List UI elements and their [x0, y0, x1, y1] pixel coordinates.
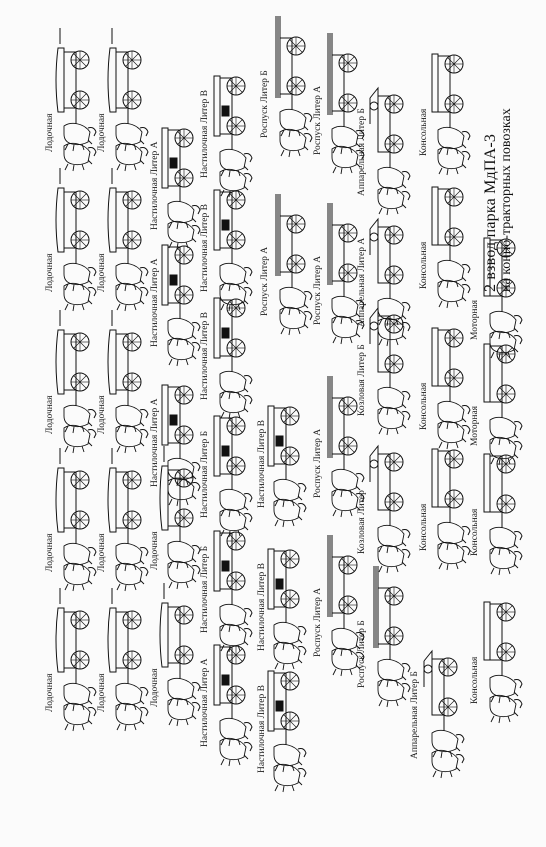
wagon-label: Лодочная: [150, 668, 160, 707]
wagon-label: Настилочная Литер В: [200, 90, 210, 178]
horse-drawn-wagon-icon: [54, 40, 100, 170]
wagon-label: Лодочная: [45, 253, 55, 292]
wagon-label: Козловая Литер: [357, 490, 367, 554]
horse-drawn-wagon-icon: [422, 647, 468, 777]
horse-drawn-wagon-icon: [368, 84, 414, 214]
horse-drawn-wagon-icon: [106, 322, 152, 452]
wagon-label: Лодочная: [150, 531, 160, 570]
wagon-label: Настилочная Литер В: [200, 312, 210, 400]
horse-drawn-wagon-icon: [54, 322, 100, 452]
wagon-label: Настилочная Литер Б: [200, 545, 210, 633]
wagon-label: Настилочная Литер В: [200, 204, 210, 292]
horse-drawn-wagon-icon: [106, 180, 152, 310]
page-title: 2 взвод парка МдПА-3: [482, 133, 499, 292]
wagon-label: Роспуск Литер А: [313, 428, 323, 498]
horse-drawn-wagon-icon: [428, 177, 474, 307]
horse-drawn-wagon-icon: [158, 235, 204, 365]
wagon-label: Аппарельная Литер Б: [357, 108, 367, 196]
horse-drawn-wagon-icon: [428, 318, 474, 448]
horse-drawn-wagon-icon: [480, 592, 526, 722]
wagon-label: Роспуск Литер А: [313, 587, 323, 657]
horse-drawn-wagon-icon: [322, 43, 368, 173]
wagon-label: Настилочная Литер А: [150, 258, 160, 347]
wagon-label: Лодочная: [45, 673, 55, 712]
wagon-label: Настилочная Литер В: [257, 420, 267, 508]
wagon-label: Настилочная Литер А: [150, 398, 160, 487]
wagon-label: Лодочная: [97, 533, 107, 572]
wagon-label: Моторная: [470, 299, 480, 340]
wagon-label: Аппарельная Литер А: [357, 237, 367, 327]
horse-drawn-wagon-icon: [106, 600, 152, 730]
wagon-label: Настилочная Литер В: [257, 685, 267, 773]
horse-drawn-wagon-icon: [210, 635, 256, 765]
horse-drawn-wagon-icon: [210, 406, 256, 536]
horse-drawn-wagon-icon: [54, 460, 100, 590]
horse-drawn-wagon-icon: [270, 26, 316, 156]
horse-drawn-wagon-icon: [322, 386, 368, 516]
horse-drawn-wagon-icon: [54, 180, 100, 310]
horse-drawn-wagon-icon: [264, 661, 310, 791]
wagon-label: Аппарельная Литер Б: [410, 671, 420, 759]
horse-drawn-wagon-icon: [54, 600, 100, 730]
horse-drawn-wagon-icon: [480, 334, 526, 464]
horse-drawn-wagon-icon: [210, 288, 256, 418]
wagon-label: Лодочная: [97, 673, 107, 712]
wagon-label: Консольная: [470, 656, 480, 704]
wagon-label: Лодочная: [97, 395, 107, 434]
horse-drawn-wagon-icon: [210, 521, 256, 651]
horse-drawn-wagon-icon: [158, 595, 204, 725]
wagon-label: Настилочная Литер В: [257, 563, 267, 651]
wagon-label: Моторная: [470, 405, 480, 446]
wagon-label: Лодочная: [97, 113, 107, 152]
horse-drawn-wagon-icon: [368, 304, 414, 434]
wagon-label: Консольная: [419, 503, 429, 551]
wagon-label: Настилочная Литер А: [200, 658, 210, 747]
wagon-label: Консольная: [419, 108, 429, 156]
wagon-label: Козловая Литер Б: [357, 344, 367, 416]
wagon-label: Роспуск Литер Б: [357, 620, 367, 688]
horse-drawn-wagon-icon: [368, 576, 414, 706]
wagon-label: Настилочная Литер Б: [200, 430, 210, 518]
page-subtitle: на конно-тракторных повозках: [499, 108, 514, 292]
horse-drawn-wagon-icon: [106, 40, 152, 170]
horse-drawn-wagon-icon: [158, 458, 204, 588]
wagon-label: Консольная: [419, 241, 429, 289]
wagon-label: Роспуск Литер А: [313, 255, 323, 325]
wagon-label: Консольная: [470, 508, 480, 556]
wagon-label: Настилочная Литер А: [150, 141, 160, 230]
horse-drawn-wagon-icon: [322, 213, 368, 343]
wagon-label: Консольная: [419, 382, 429, 430]
horse-drawn-wagon-icon: [368, 442, 414, 572]
horse-drawn-wagon-icon: [264, 396, 310, 526]
horse-drawn-wagon-icon: [428, 439, 474, 569]
wagon-label: Роспуск Литер Б: [260, 70, 270, 138]
horse-drawn-wagon-icon: [106, 460, 152, 590]
wagon-label: Лодочная: [45, 113, 55, 152]
horse-drawn-wagon-icon: [322, 545, 368, 675]
horse-drawn-wagon-icon: [264, 539, 310, 669]
horse-drawn-wagon-icon: [428, 44, 474, 174]
horse-drawn-wagon-icon: [270, 204, 316, 334]
wagon-label: Лодочная: [97, 253, 107, 292]
wagon-label: Лодочная: [45, 533, 55, 572]
wagon-label: Роспуск Литер А: [313, 85, 323, 155]
wagon-label: Роспуск Литер А: [260, 246, 270, 316]
horse-drawn-wagon-icon: [158, 118, 204, 248]
horse-drawn-wagon-icon: [210, 66, 256, 196]
wagon-label: Лодочная: [45, 395, 55, 434]
